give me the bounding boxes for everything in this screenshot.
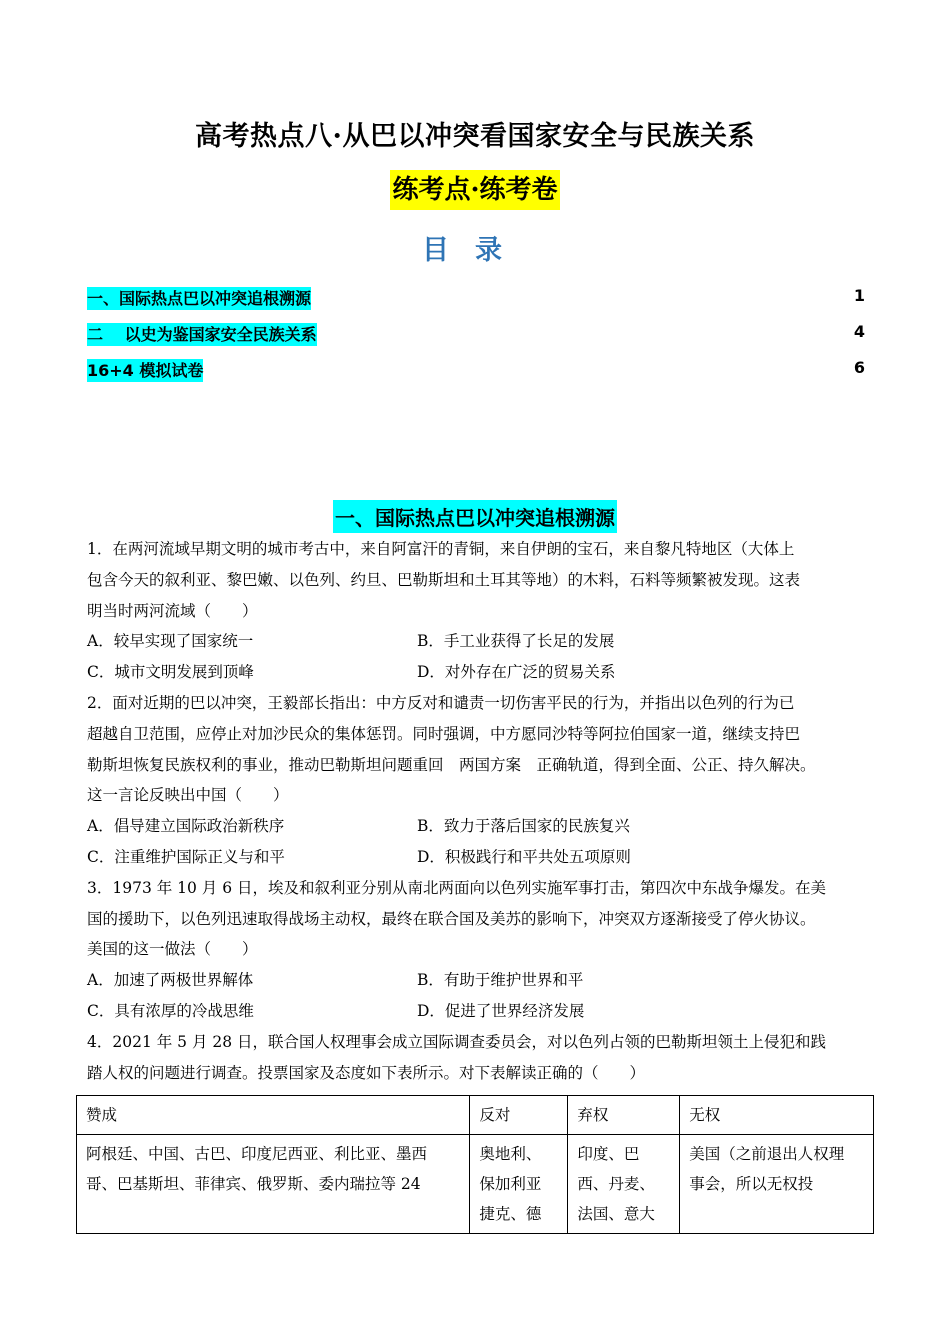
header-cell-abstain: 弃权: [568, 1096, 680, 1135]
main-title: 高考热点八·从巴以冲突看国家安全与民族关系: [195, 121, 755, 152]
cell-line: 美国（之前退出人权理: [689, 1145, 845, 1163]
section-heading: 一、国际热点巴以冲突追根溯源: [333, 500, 617, 533]
questions-body: [87, 534, 872, 1088]
table-row: [77, 1135, 874, 1234]
option-row: [87, 996, 872, 1027]
table-header-row: [77, 1096, 874, 1135]
toc-item[interactable]: [87, 322, 865, 348]
toc-item[interactable]: [87, 286, 865, 312]
question-line: 明当时两河流域（ ）: [87, 601, 258, 620]
cell-line: 法国、意大: [577, 1205, 655, 1223]
option-a[interactable]: A．较早实现了国家统一: [87, 632, 254, 651]
option-row: [87, 965, 872, 996]
question-line: 美国的这一做法（ ）: [87, 940, 258, 959]
option-d[interactable]: D．积极践行和平共处五项原则: [417, 847, 631, 866]
question-line: 这一言论反映出中国（ ）: [87, 786, 289, 805]
cell-line: 阿根廷、中国、古巴、印度尼西亚、利比亚、墨西: [86, 1145, 428, 1163]
subtitle: 练考点·练考卷: [390, 170, 559, 210]
table-cell-oppose: [470, 1135, 568, 1234]
question-line: 包含今天的叙利亚、黎巴嫩、以色列、约旦、巴勒斯坦和土耳其等地）的木料，石料等频繁被发现。这表: [87, 570, 801, 589]
toc-item-page: 1: [853, 286, 865, 305]
option-c[interactable]: C．城市文明发展到顶峰: [87, 663, 254, 682]
question-line: 勒斯坦恢复民族权利的事业，推动巴勒斯坦问题重回 两国方案 正确轨道，得到全面、公正、持久解决。: [87, 755, 816, 774]
option-b[interactable]: B．致力于落后国家的民族复兴: [417, 817, 630, 836]
toc-item-label[interactable]: 一、国际热点巴以冲突追根溯源: [87, 289, 312, 308]
section-heading-wrapper: [0, 500, 950, 533]
option-row: [87, 657, 872, 688]
table-cell-abstain: [568, 1135, 680, 1234]
question-line: 踏人权的问题进行调查。投票国家及态度如下表所示。对下表解读正确的（ ）: [87, 1063, 646, 1082]
question-line: 2．面对近期的巴以冲突，王毅部长指出：中方反对和谴责一切伤害平民的行为，并指出以色列的行为已: [87, 693, 795, 712]
toc-item-page: 6: [853, 358, 865, 377]
table-cell-no-vote: [680, 1135, 874, 1234]
cell-line: 保加利亚: [479, 1175, 542, 1193]
toc-item-page: 4: [853, 322, 865, 341]
cell-line: 奥地利、: [479, 1145, 542, 1163]
cell-line: 事会，所以无权投: [689, 1175, 814, 1193]
option-a[interactable]: A．加速了两极世界解体: [87, 971, 254, 990]
cell-line: 哥、巴基斯坦、菲律宾、俄罗斯、委内瑞拉等 24: [86, 1175, 421, 1193]
question-line: 3．1973 年 10 月 6 日，埃及和叙利亚分别从南北两面向以色列实施军事打击，第四次中东战争爆发。在美: [87, 878, 827, 897]
header-cell-no-vote: 无权: [680, 1096, 874, 1135]
option-c[interactable]: C．具有浓厚的冷战思维: [87, 1001, 254, 1020]
option-d[interactable]: D．促进了世界经济发展: [417, 1001, 585, 1020]
question-line: 超越自卫范围，应停止对加沙民众的集体惩罚。同时强调，中方愿同沙特等阿拉伯国家一道，继续支持巴: [87, 724, 801, 743]
table-cell-approve: [77, 1135, 470, 1234]
header-cell-oppose: 反对: [470, 1096, 568, 1135]
cell-line: 捷克、德: [479, 1205, 542, 1223]
toc-item[interactable]: [87, 358, 865, 384]
option-row: [87, 626, 872, 657]
option-row: [87, 842, 872, 873]
option-b[interactable]: B．有助于维护世界和平: [417, 971, 584, 990]
subtitle-wrapper: [0, 170, 950, 210]
toc-item-label[interactable]: 二 以史为鉴国家安全民族关系: [87, 325, 317, 344]
cell-line: 印度、巴: [577, 1145, 640, 1163]
question-line: 4．2021 年 5 月 28 日，联合国人权理事会成立国际调查委员会，对以色列占领的巴勒斯坦领土上侵犯和践: [87, 1032, 827, 1051]
question-line: 国的援助下，以色列迅速取得战场主动权，最终在联合国及美苏的影响下，冲突双方逐渐接受了停火协议。: [87, 909, 816, 928]
header-cell-approve: 赞成: [77, 1096, 470, 1135]
option-d[interactable]: D．对外存在广泛的贸易关系: [417, 663, 616, 682]
question-line: 1．在两河流域早期文明的城市考古中，来自阿富汗的青铜，来自伊朗的宝石，来自黎凡特地区（大体上: [87, 540, 795, 558]
option-b[interactable]: B．手工业获得了长足的发展: [417, 632, 615, 651]
option-row: [87, 811, 872, 842]
option-a[interactable]: A．倡导建立国际政治新秩序: [87, 817, 285, 836]
option-c[interactable]: C．注重维护国际正义与和平: [87, 847, 285, 866]
vote-table: [76, 1095, 874, 1234]
toc-item-label[interactable]: 16+4 模拟试卷: [87, 361, 204, 380]
cell-line: 西、丹麦、: [577, 1175, 655, 1193]
toc-title: 目录: [422, 235, 528, 266]
